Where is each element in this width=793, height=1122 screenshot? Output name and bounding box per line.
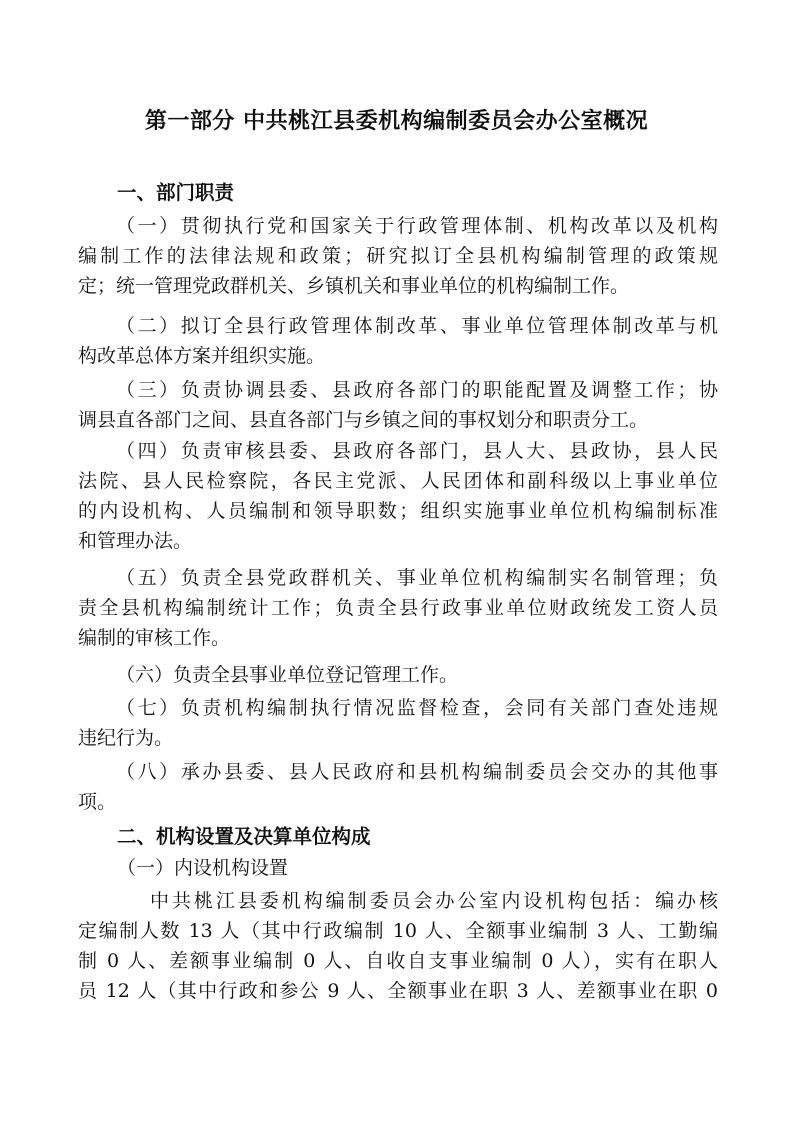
duty-item-6 [78,660,718,690]
text-line: （三）负责协调县委、县政府各部门的职能配置及调整工作；协 [116,379,718,401]
section-heading-structure: 二、机构设置及决算单位构成 [117,825,371,848]
duty-item-5 [78,563,718,653]
text-line: 责全县机构编制统计工作；负责全县行政事业单位财政统发工资人员 [78,597,718,619]
text-line: （二）拟订全县行政管理体制改革、事业单位管理体制改革与机 [116,315,718,337]
text-line: （五）负责全县党政群机关、事业单位机构编制实名制管理；负 [116,567,718,589]
duty-item-7 [78,693,718,753]
text-line: 的内设机构、人员编制和领导职数；组织实施事业单位机构编制标准 [78,500,718,522]
text-line: （四）负责审核县委、县政府各部门，县人大、县政协，县人民 [116,440,718,462]
sub-heading-internal-institutions: （一）内设机构设置 [117,857,289,879]
duty-item-4 [78,436,718,556]
text-line: 中共桃江县委机构编制委员会办公室内设机构包括：编办核 [150,890,718,912]
text-line: 项。 [78,791,117,813]
text-line: 编制工作的法律法规和政策；研究拟订全县机构编制管理的政策规 [78,245,718,267]
text-line: 和管理办法。 [78,530,193,552]
text-line: （六）负责全县事业单位登记管理工作。 [116,664,459,686]
text-line: 编制的审核工作。 [78,627,231,649]
text-line: （一）贯彻执行党和国家关于行政管理体制、机构改革以及机构 [116,215,718,237]
text-line: （七）负责机构编制执行情况监督检查，会同有关部门查处违规 [116,697,718,719]
text-line: 定编制人数 13 人（其中行政编制 10 人、全额事业编制 3 人、工勤编 [78,920,718,942]
duty-item-2 [78,311,718,371]
text-line: 制 0 人、差额事业编制 0 人、自收自支事业编制 0 人），实有在职人 [78,950,718,972]
text-line: （八）承办县委、县人民政府和县机构编制委员会交办的其他事 [116,761,718,783]
text-line: 法院、县人民检察院，各民主党派、人民团体和副科级以上事业单位 [78,470,718,492]
section-heading-duties: 一、部门职责 [117,181,235,204]
text-line: 调县直各部门之间、县直各部门与乡镇之间的事权划分和职责分工。 [78,409,649,431]
duty-item-3 [78,375,718,435]
text-line: 违纪行为。 [78,727,174,749]
duty-item-1 [78,211,718,301]
page-title: 第一部分 中共桃江县委机构编制委员会办公室概况 [144,109,649,134]
text-line: 构改革总体方案并组织实施。 [78,345,326,367]
duty-item-8 [78,757,718,817]
text-line: 员 12 人（其中行政和参公 9 人、全额事业在职 3 人、差额事业在职 0 [78,980,718,1002]
text-line: 定；统一管理党政群机关、乡镇机关和事业单位的机构编制工作。 [78,275,630,297]
structure-paragraph [78,886,718,1006]
